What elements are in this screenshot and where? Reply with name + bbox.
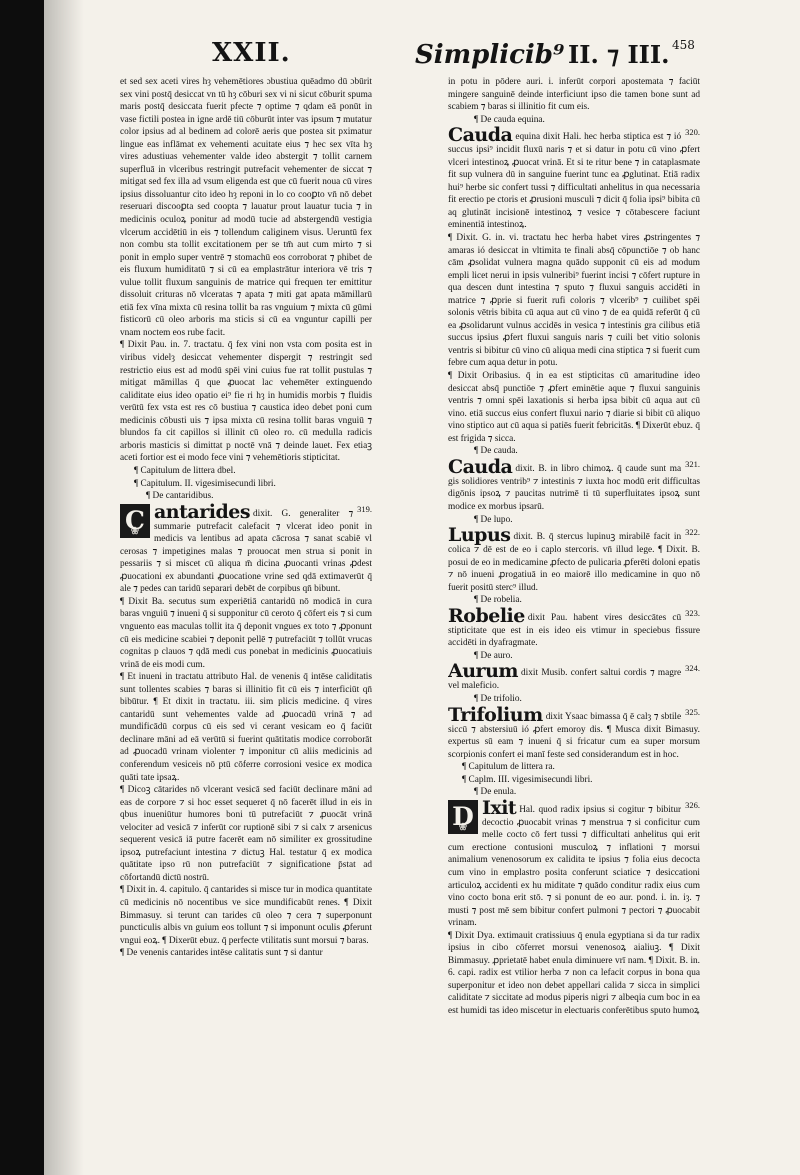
entry-paragraph [448, 526, 700, 594]
entry-subheading: ¶ De auro. [474, 650, 513, 661]
entry-text: dixit. B. q̄ stercus lupinuꝫ mirabilē facit in colica ⁊ dē est de eo i caplo stercoris. vn̄ illud lege. ¶ Dixit. B. posui de eo in medicamine ꝓfecto de pulicaria ꝓferēti doloni epatis ⁊ nō inueni ꝓrogatiuā in eo maiorē illo medicamine in quo nō fuerit positū sterc⁹ illud. [448, 532, 700, 593]
text-paragraph: ¶ Dixit in. 4. capitulo. q̄ cantarides si misce tur in modica quantitate cū medicinis nō nocentibus ve sice mundificabūt renes. ¶ Dixit Bimmasuy. si terunt can tarides cū oleo ⁊ cera ⁊ superponunt puncticulis albis vn guium eos tollunt ⁊ si imponunt oculis ꝓferunt vngui eoꝝ. ¶ Dixerūt ebuz. q̄ perfecte vtilitatis sunt morsui ⁊ baras. [120, 885, 372, 946]
text-paragraph: in potu in pōdere auri. i. inferūt corpori apostemata ⁊ faciūt mingere sanguinē deinde interficiunt ipso die tamen bone sunt ad scabiem ⁊ baras si illinitio fit cum eis. [448, 77, 700, 113]
entry-headword: antarides [154, 500, 251, 523]
entry-headword: Cauda [448, 455, 513, 478]
entry-text: dixit. G. generaliter ⁊ summarie putrefacit calefacit ⁊ vlcerat ideo ponit in medicis va lentibus ad apata cācrosa ⁊ sanat scabiē vl cerosas ⁊ impetigines malas ⁊ prouocat men strua si ponit in pessariis ⁊ si miscet cū aliqua m̄ dicina ꝓuocanti vrinas ꝓdest ꝓuocationi ex abundanti ꝓuocatione vrine sed qdā extimaverūt q̄ ale ⁊ pedes can taridū separari debēt de corpibus qn̄ bibunt. [120, 508, 372, 595]
decorated-initial-letter: C ❀ [120, 504, 150, 538]
entry-paragraph [448, 126, 700, 232]
entry-subheading: ¶ De lupo. [474, 514, 513, 525]
entry-text: Hal. quod radix ipsius si cogitur ⁊ bibitur decoctio ꝓuocabit vrinas ⁊ menstrua ⁊ si conficitur cum melle cocto cō fert tussi ⁊ difficultati anhelitus qui erit cum erectione contusioni musculoꝝ ⁊ inflationi ⁊ morsui animalium venenosorum ex calidita te ipsius ⁊ folia eius decocta cum vino in emplastro posita conferunt sciatice ⁊ desiccationi articuloꝝ accidenti ex hu miditate ⁊ quādo conditur radix eius cum vino cocto bona erit stō. ⁊ si ponunt de eo aur. pond. i. in. iȝ. ⁊ musti ⁊ post mē sem bibitur confert pulmoni ⁊ pectori ⁊ ꝓuocabit vrinam. [448, 804, 700, 929]
entry-headword: Ixit [482, 796, 517, 819]
entry-subheading: ¶ De cauda. [474, 446, 518, 457]
text-paragraph: ¶ Dixit Ba. secutus sum experiētiā cantaridū nō modicā in cura baras vnguiū ⁊ inueni q̄ si supponitur cū ceroto q̄ cōfert eis ⁊ si cum vnguento eas maculas tollit ita q̄ deponit vngues ex toto ⁊ ꝓponunt cū eis medicine scabiei ⁊ deponit pellē ⁊ putrefaciūt ⁊ tollūt vrucas cognitas p clauos ⁊ qdā medi cus ponebat in medicinis ꝓuocatiuis vrinā de eis modi cum. [120, 596, 372, 670]
entry-paragraph [448, 662, 700, 693]
chapter-heading: ¶ Caplm. III. vigesimisecundi libri. [462, 774, 593, 785]
entry-text: dixit Ysaac bimassa q̄ ē calȝ ⁊ sbtile siccū ⁊ abstersiuū ió ꝓfert emoroy dis. ¶ Musca dixit Bimasuy. expertus sū eam ⁊ inueni q̄ si fricatur cum ea super morsum scorpionis confert ei manī feste sed considerandum est in hoc. [448, 711, 700, 760]
entry-paragraph [120, 500, 372, 596]
entry-number: 326. [685, 799, 700, 810]
entry-subheading: ¶ De robelia. [474, 595, 522, 606]
left-text-column [120, 76, 372, 1076]
text-paragraph: et sed sex aceti vires hȝ vehemētiores ɔbustiua quēadmo dū ɔbūrit sex vini postq̄ desiccat vn tū hȝ cōburi sex vi ni sicut cōburit spuma maris postq̄ desiccata fuerit pfecte ⁊ optime ⁊ qdam eā ponūt in vase fictili postea in igne ardē tiū cōburūt inter vas ipsum ⁊ mutatur color ipsius ad al bedinem ad colorē aeris que postea sit pximatur lingue eas inflāmat ex vehementi acuitate eius ⁊ hec sex vīta hȝ vires adustiuas vehementer valde ideo abstergit ⁊ tollit carnem superfluā in vlceribus restringit putrefacit vehementer de siccat ⁊ mitigat sed fex illa ad vsum eligenda est que cū fuerit noua cū vires ipsius dissoluantur cito ideo hȝ reponi in lo co cooꝑto vn̄ nō debet reseruari discooꝑta sed coopta ⁊ lauatur prout lauatur tucia ⁊ in medicinis oculoꝝ ponitur ad modū tucie ad abstergendū vestigia vlcerum accidētiū in eis ⁊ tollendum caliginem visus. Ueruntū fex non combu sta tollit excitationem per se tm̄ aut cum mirto ⁊ si ponit in emplo super ventrē ⁊ stomachū eos corroborat ⁊ phibet de eis fluxum humiditatū ⁊ si cū ea emplastrātur interiora vē tris ⁊ vulue tollit fluxum sanguinis de matrice qui frequen ter emittitur dissoluit crituras nō vlceratas ⁊ apata ⁊ miti gat apata māmillarū etiā fex vīna mixta cū resina tollit ba ras vnguium ⁊ mixta cū gūmi fisticorū cū oleo arboris ma sticis si cū ea vnguntur capilli per vnam noctem eos rube facit. [120, 77, 372, 338]
book-page [44, 0, 800, 1175]
text-paragraph: ¶ Dixit Pau. in. 7. tractatu. q̄ fex vini non vsta com posita est in viribus videlȝ desiccat vehementer dispergit ⁊ restringit sed restrictio eius est ad modū spēi vini cuius fue rat tollit pustulas ⁊ mitigat māmillas q̄ que ꝓuocat lac vehemēter extinguendo caliditate eius ideo opatio ei⁹ fie ri hȝ in humidis morbis ⁊ fluidis verūtū fex vsta est res cō bustiua ⁊ caustica ideo debet poni cum medicinis cōbusti uis ⁊ ipsa mixta cū resina tollit baras vnguiū ⁊ blundos fa cit capillos si illinit cū oleo ro. cū medulla radicis arboris masticis si dimittat p noctē vnā ⁊ deinde lauet. Fex etiaꝫ aceti fortior est ei modo fece vini ⁊ vehemētioris stipticitat. [120, 340, 372, 464]
entry-headword: Cauda [448, 124, 513, 147]
entry-headword: Aurum [448, 660, 518, 683]
entry-headword: Robelie [448, 604, 525, 627]
chapter-heading: ¶ Capitulum de littera dbel. [134, 465, 236, 476]
chapter-heading: ¶ Capitulum de littera ra. [462, 762, 555, 773]
right-text-column [448, 76, 700, 1076]
text-paragraph: ¶ Dixit. G. in. vi. tractatu hec herba habet vires ꝓstringentes ⁊ amaras ió desiccat in vltimita te finali absq̄ cōpunctiōe ⁊ ob hanc cām ꝓsolidat vulnera magna quādo supponit cū eis ad modum empli licet nerui in ipsis vulneribi⁹ fuerint incisi ⁊ cōfert rupture in qua descen dunt intestina ⁊ sputo ⁊ fluxui sanguis accidēti in matrice ⁊ ꝓprie si fuerit rufi coloris ⁊ vlcerib⁹ ⁊ cuilibet spēi solonis vētris bibita cū aqua aut cū vino ⁊ de ea quidā referūt q̄ cū ea ꝓsolidarunt vulnus accidēs in vesica ⁊ intestinis gra cilibus etiā succus ipsius ꝓfert fluxui sanguis naris ⁊ cuili bet vitio solonis ventris si bibitur cū vino cū aliqua medi cina stiptica ⁊ si fuerit cum febre cum aqua detur in potu. [448, 233, 700, 369]
entry-paragraph [448, 703, 700, 762]
entry-subheading: ¶ De trifolio. [474, 693, 522, 704]
text-paragraph: ¶ De venenis cantarides intēse calitatis sunt ⁊ si dantur [120, 948, 323, 959]
entry-subheading: ¶ De enula. [474, 787, 517, 798]
entry-number: 319. [357, 503, 372, 514]
entry-text: dixit. B. in libro chimoꝝ. q̄ caude sunt ma gis solidiores ventrib⁹ ⁊ intestinis ⁊ iuxta hoc modū erit difficultas digōnis ipsoꝝ ⁊ paucitas nutrimē ti tū superfluitates ipsoꝝ sunt modice ex morbus ipsarū. [448, 463, 700, 512]
entry-paragraph [448, 604, 700, 650]
entry-number: 324. [685, 663, 700, 674]
entry-headword: Lupus [448, 524, 511, 547]
entry-subheading: ¶ De cauda equina. [474, 114, 545, 125]
entry-number: 320. [685, 127, 700, 138]
entry-number: 322. [685, 527, 700, 538]
entry-text: dixit Pau. habent vires desiccātes cū stipticitate que est in eis ideo eis vtimur in speciebus fissure accidēti in dyafragmate. [448, 612, 700, 649]
entry-text: dixit Musib. confert saltui cordis ⁊ magre vel maleficio. [448, 668, 682, 692]
text-paragraph: ¶ Dicoꝫ cātarides nō vlcerant vesicā sed faciūt declinare māni ad eas de corpore ⁊ si hoc esset sequeret q̄ nō facerēt illud in eis in qbus inueniūtur humores boni tū putrefaciūt ⁊ ꝓuocāt vrinā velociter ad vesicā ⁊ inferūt cor ruptionē sibi ⁊ si calx ⁊ arsenicus sequerent vesicā iā putre facerēt eam nō similiter ex grossitudine ipsoꝝ putrefaciunt intestina ⁊ dictuꝫ Hal. testatur q̄ ex modica quātitate ipso rū non putrefaciūt ⁊ significatione p̄stat ad cōfortandū dictū nostrū. [120, 785, 372, 883]
entry-number: 321. [685, 458, 700, 469]
text-paragraph: ¶ Et inueni in tractatu attributo Hal. de venenis q̄ intēse caliditatis sunt tollentes scabies ⁊ baras si illinitio fit cū eis ⁊ interficiūt qn̄ bibūtur. ¶ Et dixit in tractatu. iii. sim plicis medicine. q̄ vires cantaridū sunt vehementes valde ad ꝓuocadū vrinā ⁊ ad mundificādū corpus cū eis sed vi cerant vesicam eo q̄ faciūt declinare māni ad eā verūtū si fuerint quātitatis modice corroborāt ad ꝓuocadū vrinam violenter ⁊ imponitur cū aliis medicinis ad conferendum vesiceis nō ptū cōferre corrosioni vesice ex modica quāti tate ipsaꝝ. [120, 672, 372, 783]
text-paragraph: ¶ Dixit Oribasius. q̄ in ea est stipticitas cū amaritudine ideo desiccat absq̄ punctiōe ⁊ ꝓfert eminētie aque ⁊ fluxui sanguinis ventris ⁊ omni spēi laxationis si herba ipsa bibit cū aqua aut cū vino. etiā succus eius confert fluxui nario ⁊ diarie si bibit cū aliquo vino stiptico aut cū aqua si patiēs fuerit febricitās. ¶ Dixerūt ebuz. q̄ est frigida ⁊ sicca. [448, 371, 700, 444]
decorated-initial-letter: D ❀ [448, 800, 478, 834]
page-number: 458 [672, 38, 695, 52]
header-running-title: Simplicib⁹ [415, 40, 565, 70]
entry-headword: Trifolium [448, 703, 543, 726]
text-paragraph: ¶ Dixit Dya. extimauit cratissiuus q̄ enula egyptiana si da tur radix ipsius in cibo cōferret morsui venenosoꝝ aialiuꝫ. ¶ Dixit Bimmasuy. ꝓprietatē habet enula diminuere vrī nam. ¶ Dixit. B. in. 6. capi. radix est vtilior herba ⁊ non ca lefacit corpus in bona qua superponitur et ideo non debet appellari calida ⁊ sicca in simplici caliditate ⁊ siccitate ad modus piperis nigri ⁊ albeqia cum boc in ea est humidi tas ideo miscetur in electuaris conferētibus sputo humoꝝ [448, 930, 700, 1016]
entry-subheading: ¶ De cantaridibus. [146, 491, 214, 502]
entry-paragraph [448, 796, 700, 930]
chapter-heading: ¶ Capitulum. II. vigesimisecundi libri. [134, 478, 276, 489]
header-book-number: II. ⁊ III. [568, 40, 670, 69]
entry-text: equina dixit Hali. hec herba stiptica est ⁊ ió succus ipsi⁹ incidit fluxū naris ⁊ et si datur in potu cū vino ꝓfert vlceri intestinoꝝ ꝓuocat vrinā. Et si te ritur bene ⁊ in cataplasmate fit sup vulnera dū in sanguine fuerint tunc ea ꝓglutinat. Etiā radix hui⁹ herbe sic confert tussi ⁊ difficultati anhelitus in qua necessaria fit erectio pe ctoris et ꝓrusioni musculi ⁊ dicit q̄ folia ipsi⁹ bibita cū aq glutināt incisionē intestinoꝝ ⁊ vesice ⁊ cōtabescere faciunt eminentiā intestinoꝝ. [448, 132, 700, 231]
entry-number: 323. [685, 607, 700, 618]
entry-number: 325. [685, 706, 700, 717]
header-section-number: XXII. [212, 38, 291, 68]
entry-paragraph [448, 455, 700, 514]
